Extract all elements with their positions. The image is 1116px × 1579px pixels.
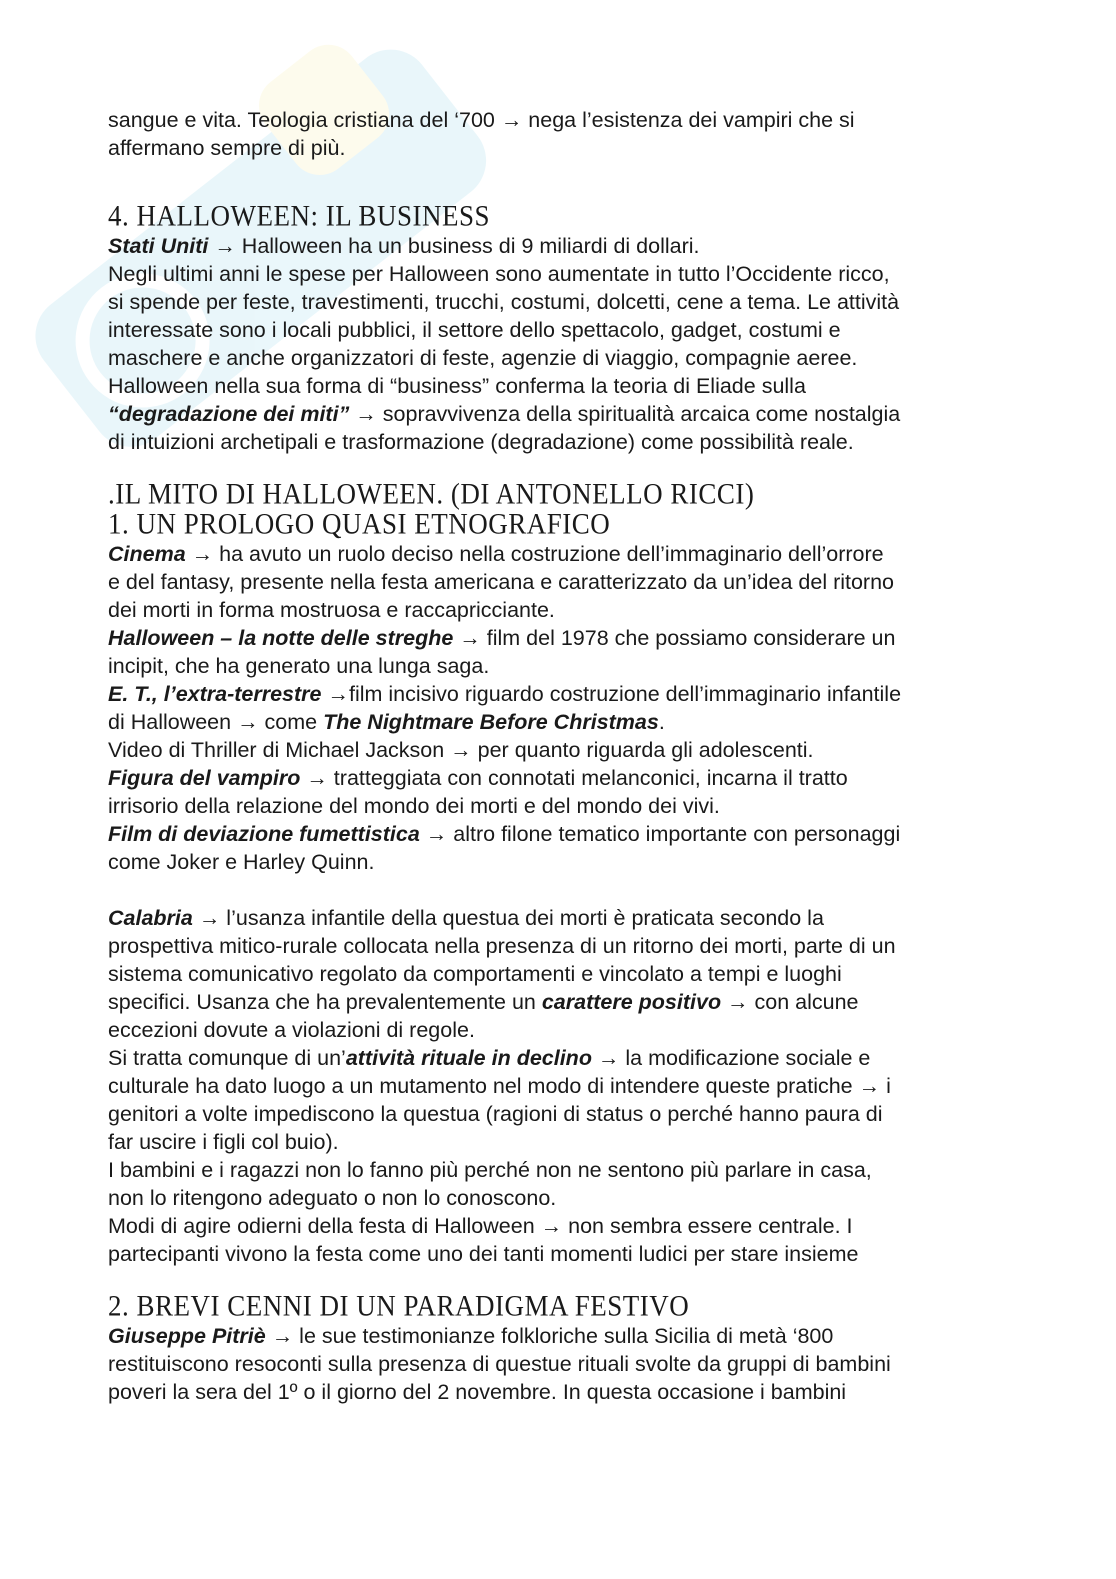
keyword: “degradazione dei miti”	[108, 402, 350, 426]
text-line: non lo ritengono adeguato o non lo conoscono.	[108, 1186, 557, 1210]
text-line: si spende per feste, travestimenti, trucchi, costumi, dolcetti, cene a tema. Le attività	[108, 290, 900, 314]
section-halloween-business	[108, 199, 1008, 456]
text-line: sistema comunicativo regolato da comportamenti e vincolato a tempi e luoghi	[108, 962, 842, 986]
text-line: eccezioni dovute a violazioni di regole.	[108, 1018, 475, 1042]
section-mito-halloween	[108, 477, 1008, 876]
text-line: incipit, che ha generato una lunga saga.	[108, 654, 490, 678]
text-line: di intuizioni archetipali e trasformazione (degradazione) come possibilità reale.	[108, 430, 854, 454]
keyword: Stati Uniti	[108, 234, 209, 258]
section-heading: 2. BREVI CENNI DI UN PARADIGMA FESTIVO	[108, 1289, 690, 1322]
keyword: The Nightmare Before Christmas	[323, 710, 659, 734]
intro-paragraph	[108, 106, 1008, 162]
text-line: Cinema → ha avuto un ruolo deciso nella costruzione dell’immaginario dell’orrore	[108, 542, 884, 566]
text-line: Giuseppe Pitriè → le sue testimonianze folkloriche sulla Sicilia di metà ‘800	[108, 1324, 834, 1348]
keyword: Halloween – la notte delle streghe	[108, 626, 454, 650]
text-line: Stati Uniti → Halloween ha un business di 9 miliardi di dollari.	[108, 234, 700, 258]
document-page	[108, 106, 1008, 1406]
text-line: di Halloween → come The Nightmare Before Christmas.	[108, 710, 665, 734]
keyword: E. T., l’extra-terrestre	[108, 682, 322, 706]
text-line: affermano sempre di più.	[108, 136, 346, 160]
text-line: I bambini e i ragazzi non lo fanno più perché non ne sentono più parlare in casa,	[108, 1158, 872, 1182]
section-paradigma-festivo	[108, 1289, 1008, 1406]
keyword: Figura del vampiro	[108, 766, 301, 790]
keyword: carattere positivo	[541, 990, 722, 1014]
text-line: specifici. Usanza che ha prevalentemente un carattere positivo → con alcune	[108, 990, 859, 1014]
keyword: Calabria	[108, 906, 193, 930]
text-line: dei morti in forma mostruosa e raccapricciante.	[108, 598, 555, 622]
section-calabria	[108, 904, 1008, 1268]
text-line: Video di Thriller di Michael Jackson → per quanto riguarda gli adolescenti.	[108, 738, 814, 762]
text-line: partecipanti vivono la festa come uno dei tanti momenti ludici per stare insieme	[108, 1242, 859, 1266]
text-line: genitori a volte impediscono la questua (ragioni di status o perché hanno paura di	[108, 1102, 883, 1126]
text-line: Figura del vampiro → tratteggiata con connotati melanconici, incarna il tratto	[108, 766, 848, 790]
text-line: E. T., l’extra-terrestre →film incisivo riguardo costruzione dell’immaginario infantile	[108, 682, 902, 706]
section-heading: 1. UN PROLOGO QUASI ETNOGRAFICO	[108, 507, 611, 540]
keyword: attività rituale in declino	[345, 1046, 592, 1070]
text-line: prospettiva mitico-rurale collocata nella presenza di un ritorno dei morti, parte di un	[108, 934, 896, 958]
text-line: “degradazione dei miti” → sopravvivenza della spiritualità arcaica come nostalgia	[108, 402, 901, 426]
text-line: Calabria → l’usanza infantile della questua dei morti è praticata secondo la	[108, 906, 824, 930]
text-line: maschere e anche organizzatori di feste, agenzie di viaggio, compagnie aeree.	[108, 346, 858, 370]
text-line: come Joker e Harley Quinn.	[108, 850, 375, 874]
section-heading: 4. HALLOWEEN: IL BUSINESS	[108, 199, 490, 232]
text-line: restituiscono resoconti sulla presenza di questue rituali svolte da gruppi di bambini	[108, 1352, 891, 1376]
text-line: Negli ultimi anni le spese per Halloween sono aumentate in tutto l’Occidente ricco,	[108, 262, 890, 286]
text-line: Halloween nella sua forma di “business” conferma la teoria di Eliade sulla	[108, 374, 806, 398]
text-line: Halloween – la notte delle streghe → film del 1978 che possiamo considerare un	[108, 626, 896, 650]
keyword: Film di deviazione fumettistica	[108, 822, 420, 846]
text-line: poveri la sera del 1º o il giorno del 2 novembre. In questa occasione i bambini	[108, 1380, 847, 1404]
text-line: culturale ha dato luogo a un mutamento nel modo di intendere queste pratiche → i	[108, 1074, 891, 1098]
keyword: Giuseppe Pitriè	[108, 1324, 266, 1348]
text-line: interessate sono i locali pubblici, il settore dello spettacolo, gadget, costumi e	[108, 318, 841, 342]
text-line: far uscire i figli col buio).	[108, 1130, 339, 1154]
text-line: Si tratta comunque di un’attività rituale in declino → la modificazione sociale e	[108, 1046, 871, 1070]
text-line: sangue e vita. Teologia cristiana del ‘700 → nega l’esistenza dei vampiri che si	[108, 108, 855, 132]
text-line: irrisorio della relazione del mondo dei morti e del mondo dei vivi.	[108, 794, 720, 818]
text-line: Modi di agire odierni della festa di Halloween → non sembra essere centrale. I	[108, 1214, 853, 1238]
text-line: Film di deviazione fumettistica → altro filone tematico importante con personaggi	[108, 822, 901, 846]
text-line: e del fantasy, presente nella festa americana e caratterizzato da un’idea del ritorno	[108, 570, 895, 594]
chapter-title: .IL MITO DI HALLOWEEN. (DI ANTONELLO RICCI)	[108, 477, 755, 510]
keyword: Cinema	[108, 542, 186, 566]
